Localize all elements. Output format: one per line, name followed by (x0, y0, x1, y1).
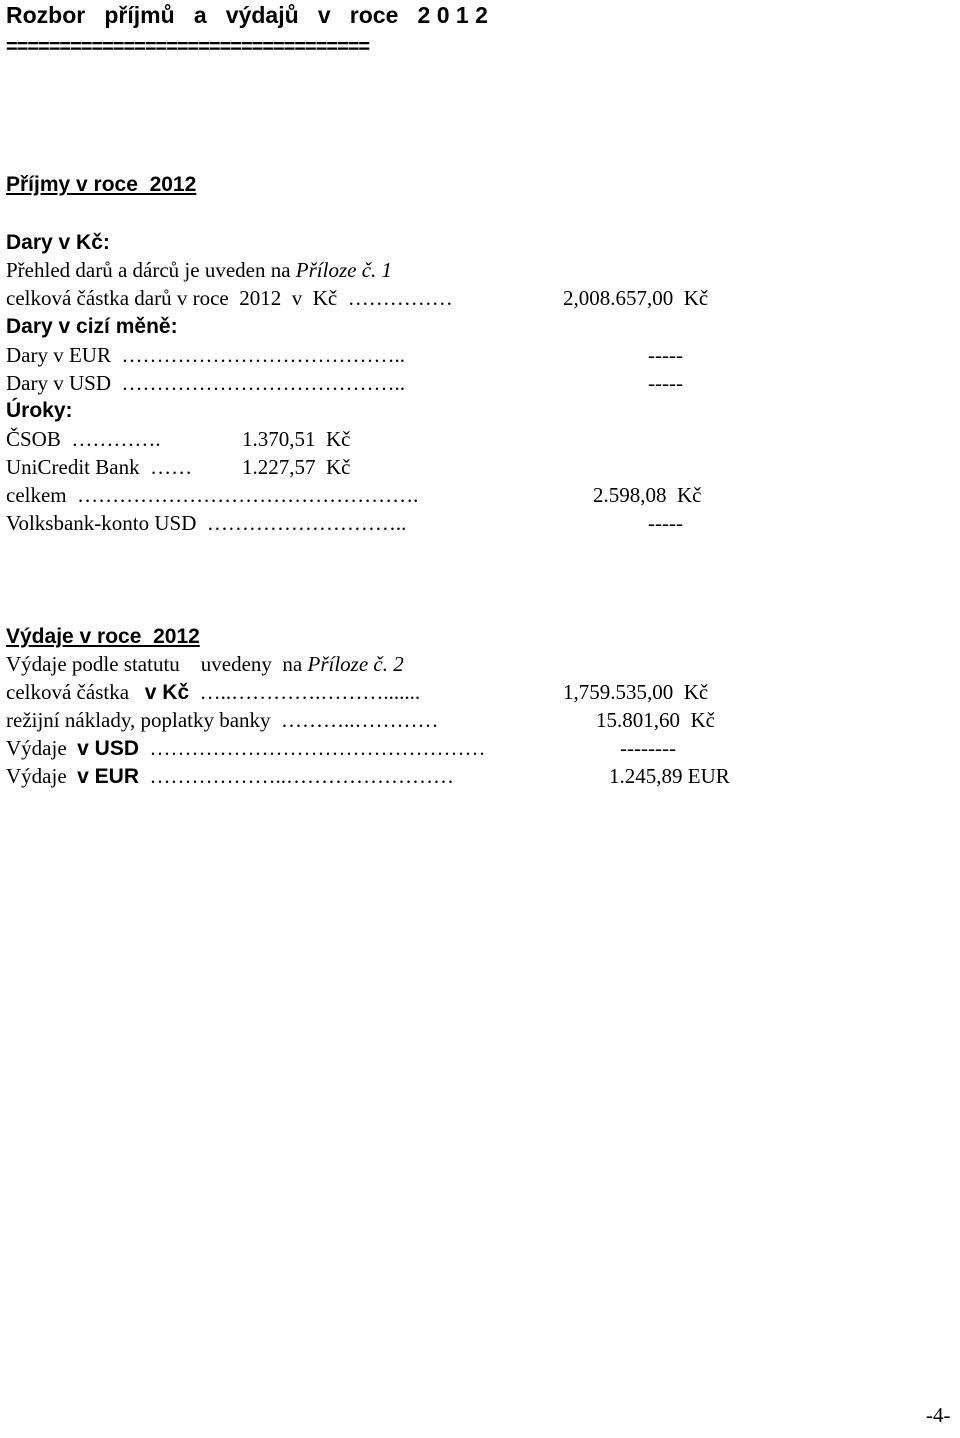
expenses-total-label-currency: v Kč (144, 681, 190, 704)
interest-heading: Úroky: (6, 399, 73, 422)
expenses-total-label-text: celková částka (6, 680, 145, 704)
expenses-eur-label (6, 763, 454, 790)
expenses-statute-text: Výdaje podle statutu uvedeny na (6, 652, 308, 676)
expenses-total-label (6, 679, 420, 706)
donations-total-value: 2,008.657,00 Kč (563, 286, 709, 310)
donations-eur-value: ----- (648, 343, 683, 367)
expenses-eur-label-currency: v EUR (77, 765, 140, 788)
foreign-currency-heading: Dary v cizí měně: (6, 315, 178, 338)
expenses-statute-line (6, 651, 404, 677)
page-number: -4- (926, 1403, 951, 1427)
donors-overview-line (6, 257, 392, 283)
csob-label: ČSOB …………. (6, 427, 161, 451)
csob-value: 1.370,51 Kč (242, 427, 351, 451)
expenses-usd-value: -------- (620, 736, 676, 760)
expenses-usd-label-text: Výdaje (6, 736, 78, 760)
interest-total-label: celkem …………………………………………. (6, 483, 419, 507)
title-underline-rule: ================================== (6, 36, 370, 58)
annex-2-reference: Příloze č. 2 (307, 652, 404, 676)
donors-overview-text: Přehled darů a dárců je uveden na (6, 258, 296, 282)
income-heading: Příjmy v roce 2012 (6, 173, 197, 196)
expenses-eur-label-text: Výdaje (6, 764, 78, 788)
expenses-eur-dots: ………………..…………………… (139, 764, 455, 788)
unicredit-label: UniCredit Bank …… (6, 455, 193, 479)
interest-total-value: 2.598,08 Kč (593, 483, 702, 507)
volksbank-value: ----- (648, 511, 683, 535)
overhead-value: 15.801,60 Kč (596, 708, 715, 732)
expenses-total-dots: …..………….………....... (189, 680, 421, 704)
donations-usd-label: Dary v USD ………………………………….. (6, 371, 405, 395)
expenses-usd-dots: ………………………………………… (139, 736, 486, 760)
volksbank-label: Volksbank-konto USD ……………………….. (6, 511, 407, 535)
expenses-eur-value: 1.245,89 EUR (609, 764, 730, 788)
overhead-label: režijní náklady, poplatky banky ………..………… (6, 708, 439, 732)
donations-total-label: celková částka darů v roce 2012 v Kč …………… (6, 286, 453, 310)
dary-kc-heading: Dary v Kč: (6, 231, 110, 254)
unicredit-value: 1.227,57 Kč (242, 455, 351, 479)
expenses-usd-label-currency: v USD (77, 737, 140, 760)
annex-1-reference: Příloze č. 1 (295, 258, 393, 282)
donations-eur-label: Dary v EUR ………………………………….. (6, 343, 405, 367)
expenses-heading: Výdaje v roce 2012 (6, 625, 200, 648)
donations-usd-value: ----- (648, 371, 683, 395)
page-title: Rozbor příjmů a výdajů v roce 2 0 1 2 (6, 2, 488, 28)
expenses-usd-label (6, 735, 486, 762)
expenses-total-value: 1,759.535,00 Kč (563, 680, 709, 704)
